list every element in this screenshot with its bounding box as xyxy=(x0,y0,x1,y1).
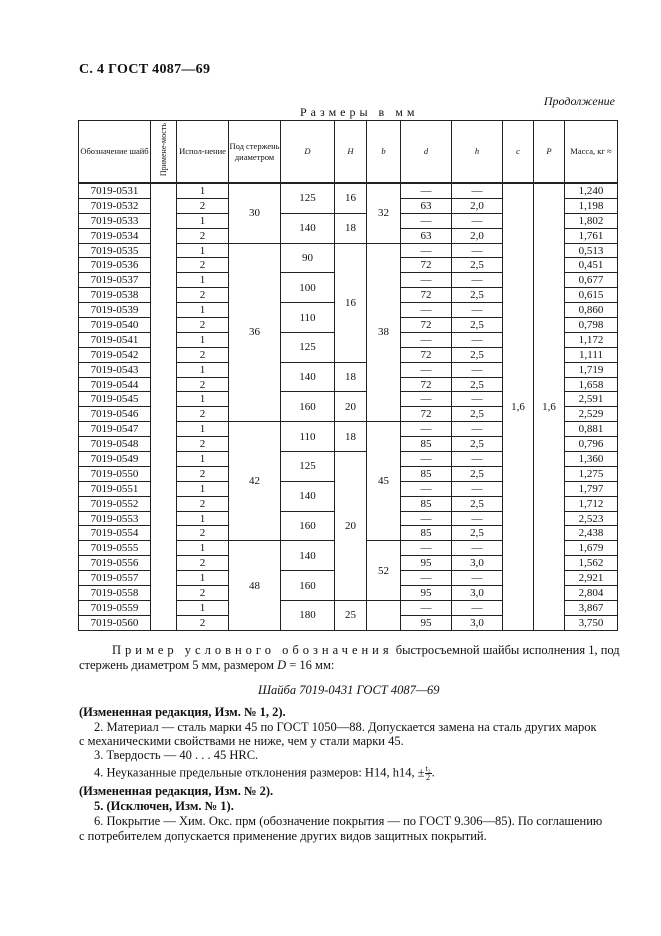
header-designation: Обозначение шайб xyxy=(79,121,151,183)
cell-mass: 1,712 xyxy=(565,496,618,511)
cell-mass: 0,881 xyxy=(565,422,618,437)
cell-code: 7019-0555 xyxy=(79,541,151,556)
cell-H: 16 xyxy=(335,243,367,362)
cell-code: 7019-0545 xyxy=(79,392,151,407)
cell-isp: 2 xyxy=(177,318,229,333)
cell-h: 2,5 xyxy=(452,347,503,362)
header-mass: Масса, кг ≈ xyxy=(565,121,618,183)
cell-d: — xyxy=(401,392,452,407)
cell-d: — xyxy=(401,511,452,526)
cell-d: — xyxy=(401,184,452,199)
cell-b: 32 xyxy=(367,184,401,244)
cell-h: — xyxy=(452,422,503,437)
designation-example: Шайба 7019-0431 ГОСТ 4087—69 xyxy=(258,683,440,697)
cell-h: — xyxy=(452,184,503,199)
cell-mass: 1,240 xyxy=(565,184,618,199)
cell-isp: 2 xyxy=(177,586,229,601)
cell-h: — xyxy=(452,511,503,526)
item-5: 5. (Исключен, Изм. № 1). xyxy=(94,799,234,813)
cell-mass: 0,513 xyxy=(565,243,618,258)
cell-d: — xyxy=(401,273,452,288)
cell-d: 95 xyxy=(401,615,452,630)
cell-d: — xyxy=(401,481,452,496)
cell-h: — xyxy=(452,273,503,288)
example-lead: Пример условного обозначения xyxy=(112,643,393,657)
cell-code: 7019-0550 xyxy=(79,466,151,481)
cell-d: — xyxy=(401,213,452,228)
cell-H: 18 xyxy=(335,362,367,392)
cell-d: 85 xyxy=(401,437,452,452)
cell-mass: 1,562 xyxy=(565,556,618,571)
cell-isp: 1 xyxy=(177,600,229,615)
cell-isp: 2 xyxy=(177,347,229,362)
item-4-text: 4. Неуказанные предельные отклонения размеров: Н14, h14, ± xyxy=(94,765,425,780)
cell-d: 95 xyxy=(401,556,452,571)
cell-h: 2,0 xyxy=(452,198,503,213)
cell-d: 85 xyxy=(401,496,452,511)
header-c: c xyxy=(503,121,534,183)
cell-b: 45 xyxy=(367,422,401,541)
cell-mass: 2,921 xyxy=(565,571,618,586)
cell-rod: 30 xyxy=(229,184,281,244)
item-2-line-2: с механическими свойствами не ниже, чем у стали марки 45. xyxy=(79,734,404,748)
cell-d: — xyxy=(401,303,452,318)
example-rest: быстросъемной шайбы исполнения 1, под xyxy=(392,643,620,657)
cell-h: — xyxy=(452,362,503,377)
cell-mass: 1,198 xyxy=(565,198,618,213)
cell-isp: 1 xyxy=(177,511,229,526)
cell-mass: 2,529 xyxy=(565,407,618,422)
header-rod-diameter: Под стержень диаметром xyxy=(229,121,281,183)
cell-isp: 2 xyxy=(177,258,229,273)
cell-d: 72 xyxy=(401,288,452,303)
cell-isp: 1 xyxy=(177,273,229,288)
cell-code: 7019-0543 xyxy=(79,362,151,377)
header-H: H xyxy=(335,121,367,183)
cell-isp: 1 xyxy=(177,571,229,586)
cell-d: — xyxy=(401,243,452,258)
cell-mass: 0,615 xyxy=(565,288,618,303)
cell-code: 7019-0546 xyxy=(79,407,151,422)
cell-D: 125 xyxy=(281,332,335,362)
cell-h: 3,0 xyxy=(452,586,503,601)
cell-mass: 1,360 xyxy=(565,452,618,467)
cell-isp: 1 xyxy=(177,362,229,377)
item-4-end: . xyxy=(431,765,435,780)
cell-code: 7019-0559 xyxy=(79,600,151,615)
cell-isp: 1 xyxy=(177,541,229,556)
cell-h: — xyxy=(452,213,503,228)
fraction-denominator: 2 xyxy=(426,773,431,782)
cell-H: 18 xyxy=(335,422,367,452)
fraction-numerator: t₂ xyxy=(425,764,431,773)
cell-D: 125 xyxy=(281,452,335,482)
cell-mass: 1,111 xyxy=(565,347,618,362)
cell-rod: 42 xyxy=(229,422,281,541)
cell-isp: 1 xyxy=(177,243,229,258)
cell-isp: 2 xyxy=(177,556,229,571)
cell-H: 16 xyxy=(335,184,367,214)
cell-h: — xyxy=(452,392,503,407)
cell-isp: 1 xyxy=(177,332,229,347)
cell-isp: 1 xyxy=(177,481,229,496)
cell-isp: 2 xyxy=(177,615,229,630)
header-h: h xyxy=(452,121,503,183)
cell-isp: 2 xyxy=(177,437,229,452)
header-b: b xyxy=(367,121,401,183)
header-D: D xyxy=(281,121,335,183)
cell-d: — xyxy=(401,332,452,347)
cell-isp: 1 xyxy=(177,303,229,318)
cell-mass: 1,797 xyxy=(565,481,618,496)
cell-isp: 1 xyxy=(177,422,229,437)
cell-code: 7019-0553 xyxy=(79,511,151,526)
cell-d: 63 xyxy=(401,228,452,243)
edit-note-2: (Измененная редакция, Изм. № 2). xyxy=(79,784,274,798)
cell-h: 2,5 xyxy=(452,377,503,392)
cell-mass: 3,867 xyxy=(565,600,618,615)
cell-code: 7019-0549 xyxy=(79,452,151,467)
cell-code: 7019-0552 xyxy=(79,496,151,511)
cell-mass: 0,451 xyxy=(565,258,618,273)
cell-b xyxy=(367,600,401,630)
cell-code: 7019-0558 xyxy=(79,586,151,601)
cell-isp: 2 xyxy=(177,466,229,481)
edit-note-1: (Измененная редакция, Изм. № 1, 2). xyxy=(79,705,286,719)
cell-isp: 1 xyxy=(177,213,229,228)
cell-d: — xyxy=(401,422,452,437)
cell-code: 7019-0534 xyxy=(79,228,151,243)
cell-rod: 48 xyxy=(229,541,281,630)
cell-mass: 1,658 xyxy=(565,377,618,392)
cell-mass: 1,802 xyxy=(565,213,618,228)
cell-code: 7019-0539 xyxy=(79,303,151,318)
example-line-2 xyxy=(79,658,334,673)
cell-H: 20 xyxy=(335,452,367,601)
cell-mass: 2,804 xyxy=(565,586,618,601)
cell-d: 72 xyxy=(401,407,452,422)
cell-isp: 2 xyxy=(177,228,229,243)
cell-mass: 2,591 xyxy=(565,392,618,407)
cell-h: 2,5 xyxy=(452,526,503,541)
cell-h: — xyxy=(452,303,503,318)
cell-h: 2,5 xyxy=(452,288,503,303)
cell-D: 160 xyxy=(281,511,335,541)
example-D-symbol: D xyxy=(277,658,287,672)
item-3: 3. Твердость — 40 . . . 45 HRC. xyxy=(94,748,259,762)
cell-d: 85 xyxy=(401,526,452,541)
cell-mass: 1,761 xyxy=(565,228,618,243)
cell-D: 180 xyxy=(281,600,335,630)
cell-h: — xyxy=(452,600,503,615)
table-row xyxy=(79,184,618,199)
cell-code: 7019-0537 xyxy=(79,273,151,288)
cell-D: 140 xyxy=(281,481,335,511)
cell-d: — xyxy=(401,571,452,586)
cell-h: 3,0 xyxy=(452,615,503,630)
cell-h: — xyxy=(452,243,503,258)
cell-code: 7019-0531 xyxy=(79,184,151,199)
header-P: P xyxy=(534,121,565,183)
continuation-label: Продолжение xyxy=(543,94,615,108)
cell-h: 2,5 xyxy=(452,496,503,511)
cell-isp: 2 xyxy=(177,526,229,541)
cell-c: 1,6 xyxy=(503,184,534,631)
example-line2-text: стержень диаметром 5 мм, размером xyxy=(79,658,278,672)
cell-mass: 0,677 xyxy=(565,273,618,288)
cell-d: — xyxy=(401,362,452,377)
cell-D: 90 xyxy=(281,243,335,273)
item-6-line-2: с потребителем допускается применение других видов защитных покрытий. xyxy=(79,829,487,843)
cell-d: 95 xyxy=(401,586,452,601)
cell-mass: 0,796 xyxy=(565,437,618,452)
cell-mass: 3,750 xyxy=(565,615,618,630)
cell-D: 125 xyxy=(281,184,335,214)
cell-code: 7019-0538 xyxy=(79,288,151,303)
cell-mass: 0,860 xyxy=(565,303,618,318)
cell-D: 100 xyxy=(281,273,335,303)
cell-mass: 1,172 xyxy=(565,332,618,347)
cell-code: 7019-0551 xyxy=(79,481,151,496)
cell-d: 72 xyxy=(401,318,452,333)
cell-code: 7019-0544 xyxy=(79,377,151,392)
cell-code: 7019-0535 xyxy=(79,243,151,258)
cell-mass: 1,679 xyxy=(565,541,618,556)
cell-H: 18 xyxy=(335,213,367,243)
cell-b: 52 xyxy=(367,541,401,601)
cell-D: 160 xyxy=(281,392,335,422)
cell-isp: 2 xyxy=(177,377,229,392)
cell-code: 7019-0536 xyxy=(79,258,151,273)
cell-h: 2,5 xyxy=(452,437,503,452)
cell-code: 7019-0541 xyxy=(79,332,151,347)
table-header-row xyxy=(79,121,618,183)
cell-D: 140 xyxy=(281,541,335,571)
cell-d: — xyxy=(401,541,452,556)
header-d: d xyxy=(401,121,452,183)
cell-d: 85 xyxy=(401,466,452,481)
cell-code: 7019-0542 xyxy=(79,347,151,362)
cell-d: 72 xyxy=(401,258,452,273)
cell-code: 7019-0557 xyxy=(79,571,151,586)
cell-H: 25 xyxy=(335,600,367,630)
cell-isp: 1 xyxy=(177,184,229,199)
cell-rod: 36 xyxy=(229,243,281,422)
cell-P: 1,6 xyxy=(534,184,565,631)
cell-d: 72 xyxy=(401,377,452,392)
cell-mass: 2,438 xyxy=(565,526,618,541)
cell-D: 110 xyxy=(281,303,335,333)
cell-d: — xyxy=(401,452,452,467)
cell-D: 110 xyxy=(281,422,335,452)
item-4 xyxy=(94,765,435,782)
cell-D: 140 xyxy=(281,362,335,392)
cell-code: 7019-0533 xyxy=(79,213,151,228)
header-applicability: Примене-мость xyxy=(151,121,177,183)
cell-h: — xyxy=(452,481,503,496)
cell-mass: 1,275 xyxy=(565,466,618,481)
cell-isp: 1 xyxy=(177,392,229,407)
cell-code: 7019-0548 xyxy=(79,437,151,452)
cell-h: 3,0 xyxy=(452,556,503,571)
cell-isp: 2 xyxy=(177,288,229,303)
cell-b: 38 xyxy=(367,243,401,422)
cell-h: 2,5 xyxy=(452,407,503,422)
page-header: С. 4 ГОСТ 4087—69 xyxy=(79,62,211,77)
cell-code: 7019-0532 xyxy=(79,198,151,213)
cell-code: 7019-0554 xyxy=(79,526,151,541)
cell-code: 7019-0560 xyxy=(79,615,151,630)
cell-H: 20 xyxy=(335,392,367,422)
cell-applicability xyxy=(151,184,177,631)
cell-h: — xyxy=(452,571,503,586)
cell-mass: 1,719 xyxy=(565,362,618,377)
cell-h: 2,5 xyxy=(452,318,503,333)
cell-h: — xyxy=(452,332,503,347)
cell-h: 2,5 xyxy=(452,466,503,481)
cell-d: 63 xyxy=(401,198,452,213)
example-paragraph xyxy=(112,643,620,658)
cell-mass: 0,798 xyxy=(565,318,618,333)
cell-D: 140 xyxy=(281,213,335,243)
cell-isp: 1 xyxy=(177,452,229,467)
cell-D: 160 xyxy=(281,571,335,601)
header-execution: Испол-нение xyxy=(177,121,229,183)
cell-mass: 2,523 xyxy=(565,511,618,526)
cell-h: 2,0 xyxy=(452,228,503,243)
tolerance-fraction xyxy=(425,765,432,782)
cell-d: 72 xyxy=(401,347,452,362)
dimensions-caption: Размеры в мм xyxy=(300,105,419,119)
cell-code: 7019-0556 xyxy=(79,556,151,571)
item-2-line-1: 2. Материал — сталь марки 45 по ГОСТ 1050—88. Допускается замена на сталь других марок xyxy=(94,720,597,734)
example-D-value: = 16 мм: xyxy=(286,658,335,672)
cell-h: 2,5 xyxy=(452,258,503,273)
item-6-line-1: 6. Покрытие — Хим. Окс. прм (обозначение покрытия — по ГОСТ 9.306—85). По соглашению xyxy=(94,814,603,828)
cell-h: — xyxy=(452,452,503,467)
cell-isp: 2 xyxy=(177,496,229,511)
cell-h: — xyxy=(452,541,503,556)
washer-table xyxy=(78,120,618,631)
cell-isp: 2 xyxy=(177,198,229,213)
cell-code: 7019-0547 xyxy=(79,422,151,437)
cell-code: 7019-0540 xyxy=(79,318,151,333)
cell-d: — xyxy=(401,600,452,615)
cell-isp: 2 xyxy=(177,407,229,422)
